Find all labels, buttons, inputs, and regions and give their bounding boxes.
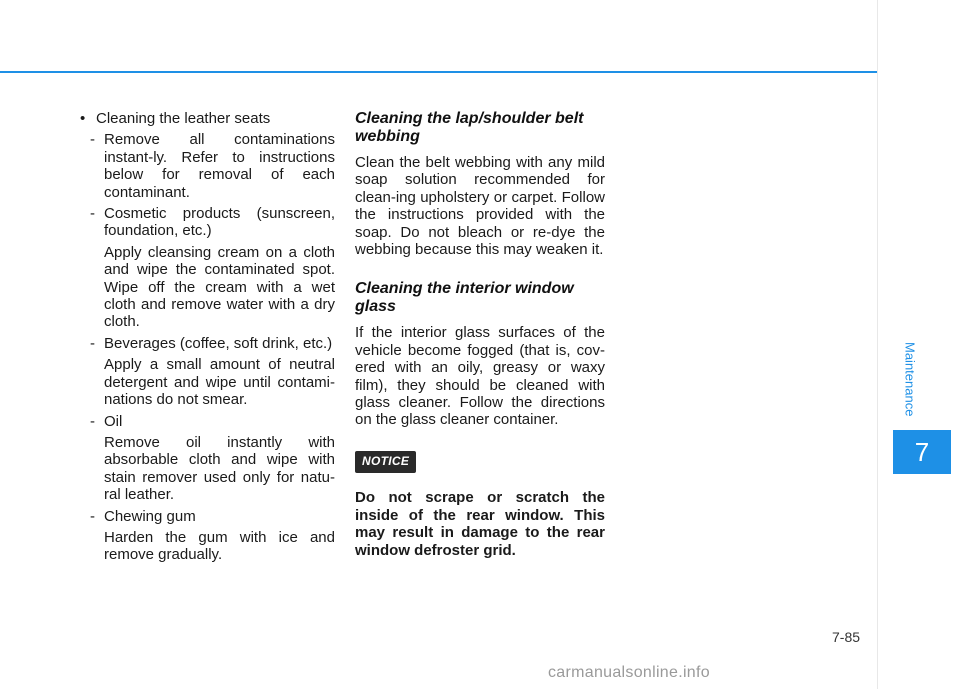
chapter-tab: 7 <box>893 430 951 474</box>
list-item <box>80 413 335 430</box>
list-item-detail: Remove oil instantly with absorbable cloth and wipe with stain remover used only for natu-ral leather. <box>104 433 335 504</box>
notice-badge: NOTICE <box>355 451 416 473</box>
section-label: Maintenance <box>902 342 918 417</box>
dash-marker: - <box>90 412 95 430</box>
section-body-window-glass: If the interior glass surfaces of the vehicle become fogged (that is, cov-ered with an oily, greasy or waxy film), they should be cleaned with glass cleaner. Follow the directions on the glass cleaner container. <box>355 324 605 429</box>
list-item-detail: Apply cleansing cream on a cloth and wipe the contaminated spot. Wipe off the cream with a wet cloth and remove water with a dry cloth. <box>104 243 335 331</box>
bullet-text: Cleaning the leather seats <box>96 110 271 127</box>
list-item-text: Cosmetic products (sunscreen, foundation, etc.) <box>104 205 335 240</box>
margin-divider <box>877 0 878 689</box>
page-number: 7-85 <box>832 629 861 645</box>
list-item-text: Chewing gum <box>104 507 196 525</box>
right-column <box>355 110 605 559</box>
list-item <box>80 205 335 240</box>
list-item-detail: Apply a small amount of neutral detergent and wipe until contami-nations do not smear. <box>104 356 335 409</box>
list-item <box>80 508 335 525</box>
bullet-icon: • <box>80 110 86 127</box>
list-item <box>80 131 335 201</box>
list-item-detail: Harden the gum with ice and remove gradually. <box>104 528 335 564</box>
list-item <box>80 335 335 352</box>
notice-text: Do not scrape or scratch the inside of the rear window. This may result in damage to the rear window defroster grid. <box>355 489 605 559</box>
watermark: carmanualsonline.info <box>548 664 710 681</box>
list-item-text: Remove all contaminations instant-ly. Refer to instructions below for removal of each contaminant. <box>104 131 335 201</box>
dash-marker: - <box>90 205 95 223</box>
bullet-item <box>80 110 335 127</box>
list-item-text: Beverages (coffee, soft drink, etc.) <box>104 334 333 352</box>
section-heading-window-glass: Cleaning the interior window glass <box>355 280 574 316</box>
header-rule <box>0 71 877 73</box>
dash-marker: - <box>90 507 95 525</box>
list-item-text: Oil <box>104 412 123 430</box>
dash-marker: - <box>90 334 95 352</box>
left-column <box>80 110 335 568</box>
section-body-belt-webbing: Clean the belt webbing with any mild soap solution recommended for clean-ing upholstery or carpet. Follow the instructions provided with the soap. Do not bleach or re-dye the webbing because this may weaken it. <box>355 154 605 259</box>
section-heading-belt-webbing: Cleaning the lap/shoulder belt webbing <box>355 110 584 145</box>
dash-marker: - <box>90 131 95 149</box>
